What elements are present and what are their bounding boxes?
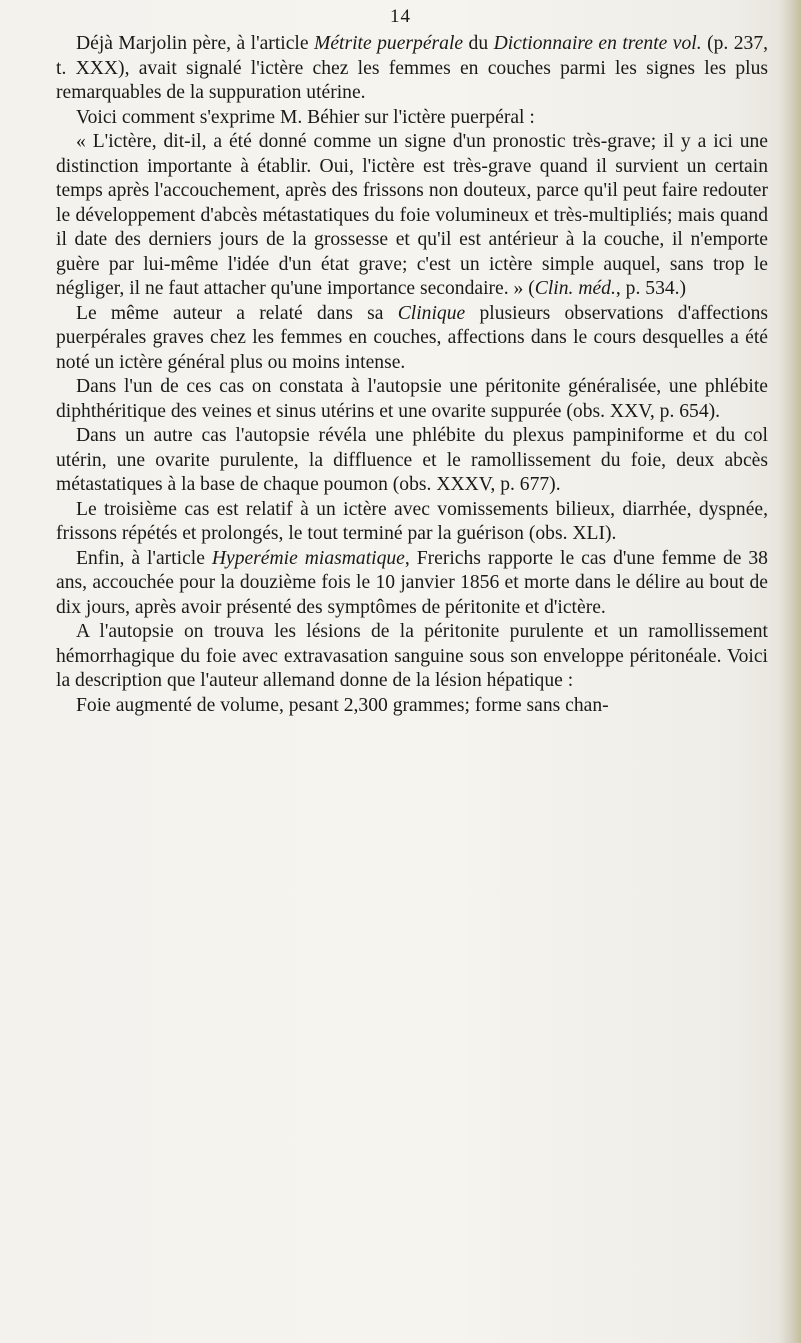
page-number: 14 [390,6,411,27]
paragraph-autopsy: A l'autopsie on trouva les lésions de la péritonite purulente et un ramollissement hémorrhagique du foie avec extravasation sanguine sous son enveloppe péritonéale. Voici la description que l'auteur allemand donne de la lésion hépatique : [56,621,768,691]
paragraph-marjolin: Déjà Marjolin père, à l'article Métrite puerpérale du Dictionnaire en trente vol. (p. 237, t. XXX), avait signalé l'ictère chez les femmes en couches parmi les signes les plus remarquables de la suppuration utérine. [56,33,769,103]
paragraph-liver: Foie augmenté de volume, pesant 2,300 grammes; forme sans chan- [76,694,609,716]
paragraph-case-two: Dans un autre cas l'autopsie révéla une phlébite du plexus pampiniforme et du col utérin, une ovarite purulente, la diffluence et le ramollissement du foie, deux abcès métastatiques à la base de chaque poumon (obs. XXXV, p. 677). [56,425,768,495]
paragraph-behier-quote: « L'ictère, dit-il, a été donné comme un signe d'un pronostic très-grave; il y a ici une distinction importante à établir. Oui, l'ictère est très-grave quand il survient un certain temps après l'accouchement, après des frissons non douteux, parce qu'il peut faire redouter le développement d'abcès métastatiques du foie volumineux et très-multipliés; mais quand il date des derniers jours de la grossesse et qu'il est antérieur à la couche, il n'emporte guère par lui-même l'idée d'un état grave; c'est un ictère simple auquel, sans trop le négliger, il ne faut attacher qu'une importance secondaire. » (Clin. méd., p. 534.) [56,131,768,299]
paragraph-case-three: Le troisième cas est relatif à un ictère avec vomissements bilieux, diarrhée, dyspnée, frissons répétés et prolongés, le tout terminé par la guérison (obs. XLI). [56,498,768,544]
paragraph-clinique: Le même auteur a relaté dans sa Clinique plusieurs observations d'affections puerpérales graves chez les femmes en couches, affections dans le cours desquelles a été noté un ictère général plus ou moins intense. [56,302,768,373]
paragraph-case-one: Dans l'un de ces cas on constata à l'autopsie une péritonite généralisée, une phlébite diphthéritique des veines et sinus utérins et une ovarite suppurée (obs. XXV, p. 654). [56,376,768,422]
body-text [56,32,768,718]
page-edge-shadow [779,0,801,1343]
paragraph-behier-intro: Voici comment s'exprime M. Béhier sur l'ictère puerpéral : [76,106,535,128]
paragraph-frerichs: Enfin, à l'article Hyperémie miasmatique, Frerichs rapporte le cas d'une femme de 38 ans, accouchée pour la douzième fois le 10 janvier 1856 et morte dans le délire au bout de dix jours, après avoir présenté des symptômes de péritonite et d'ictère. [56,547,768,618]
